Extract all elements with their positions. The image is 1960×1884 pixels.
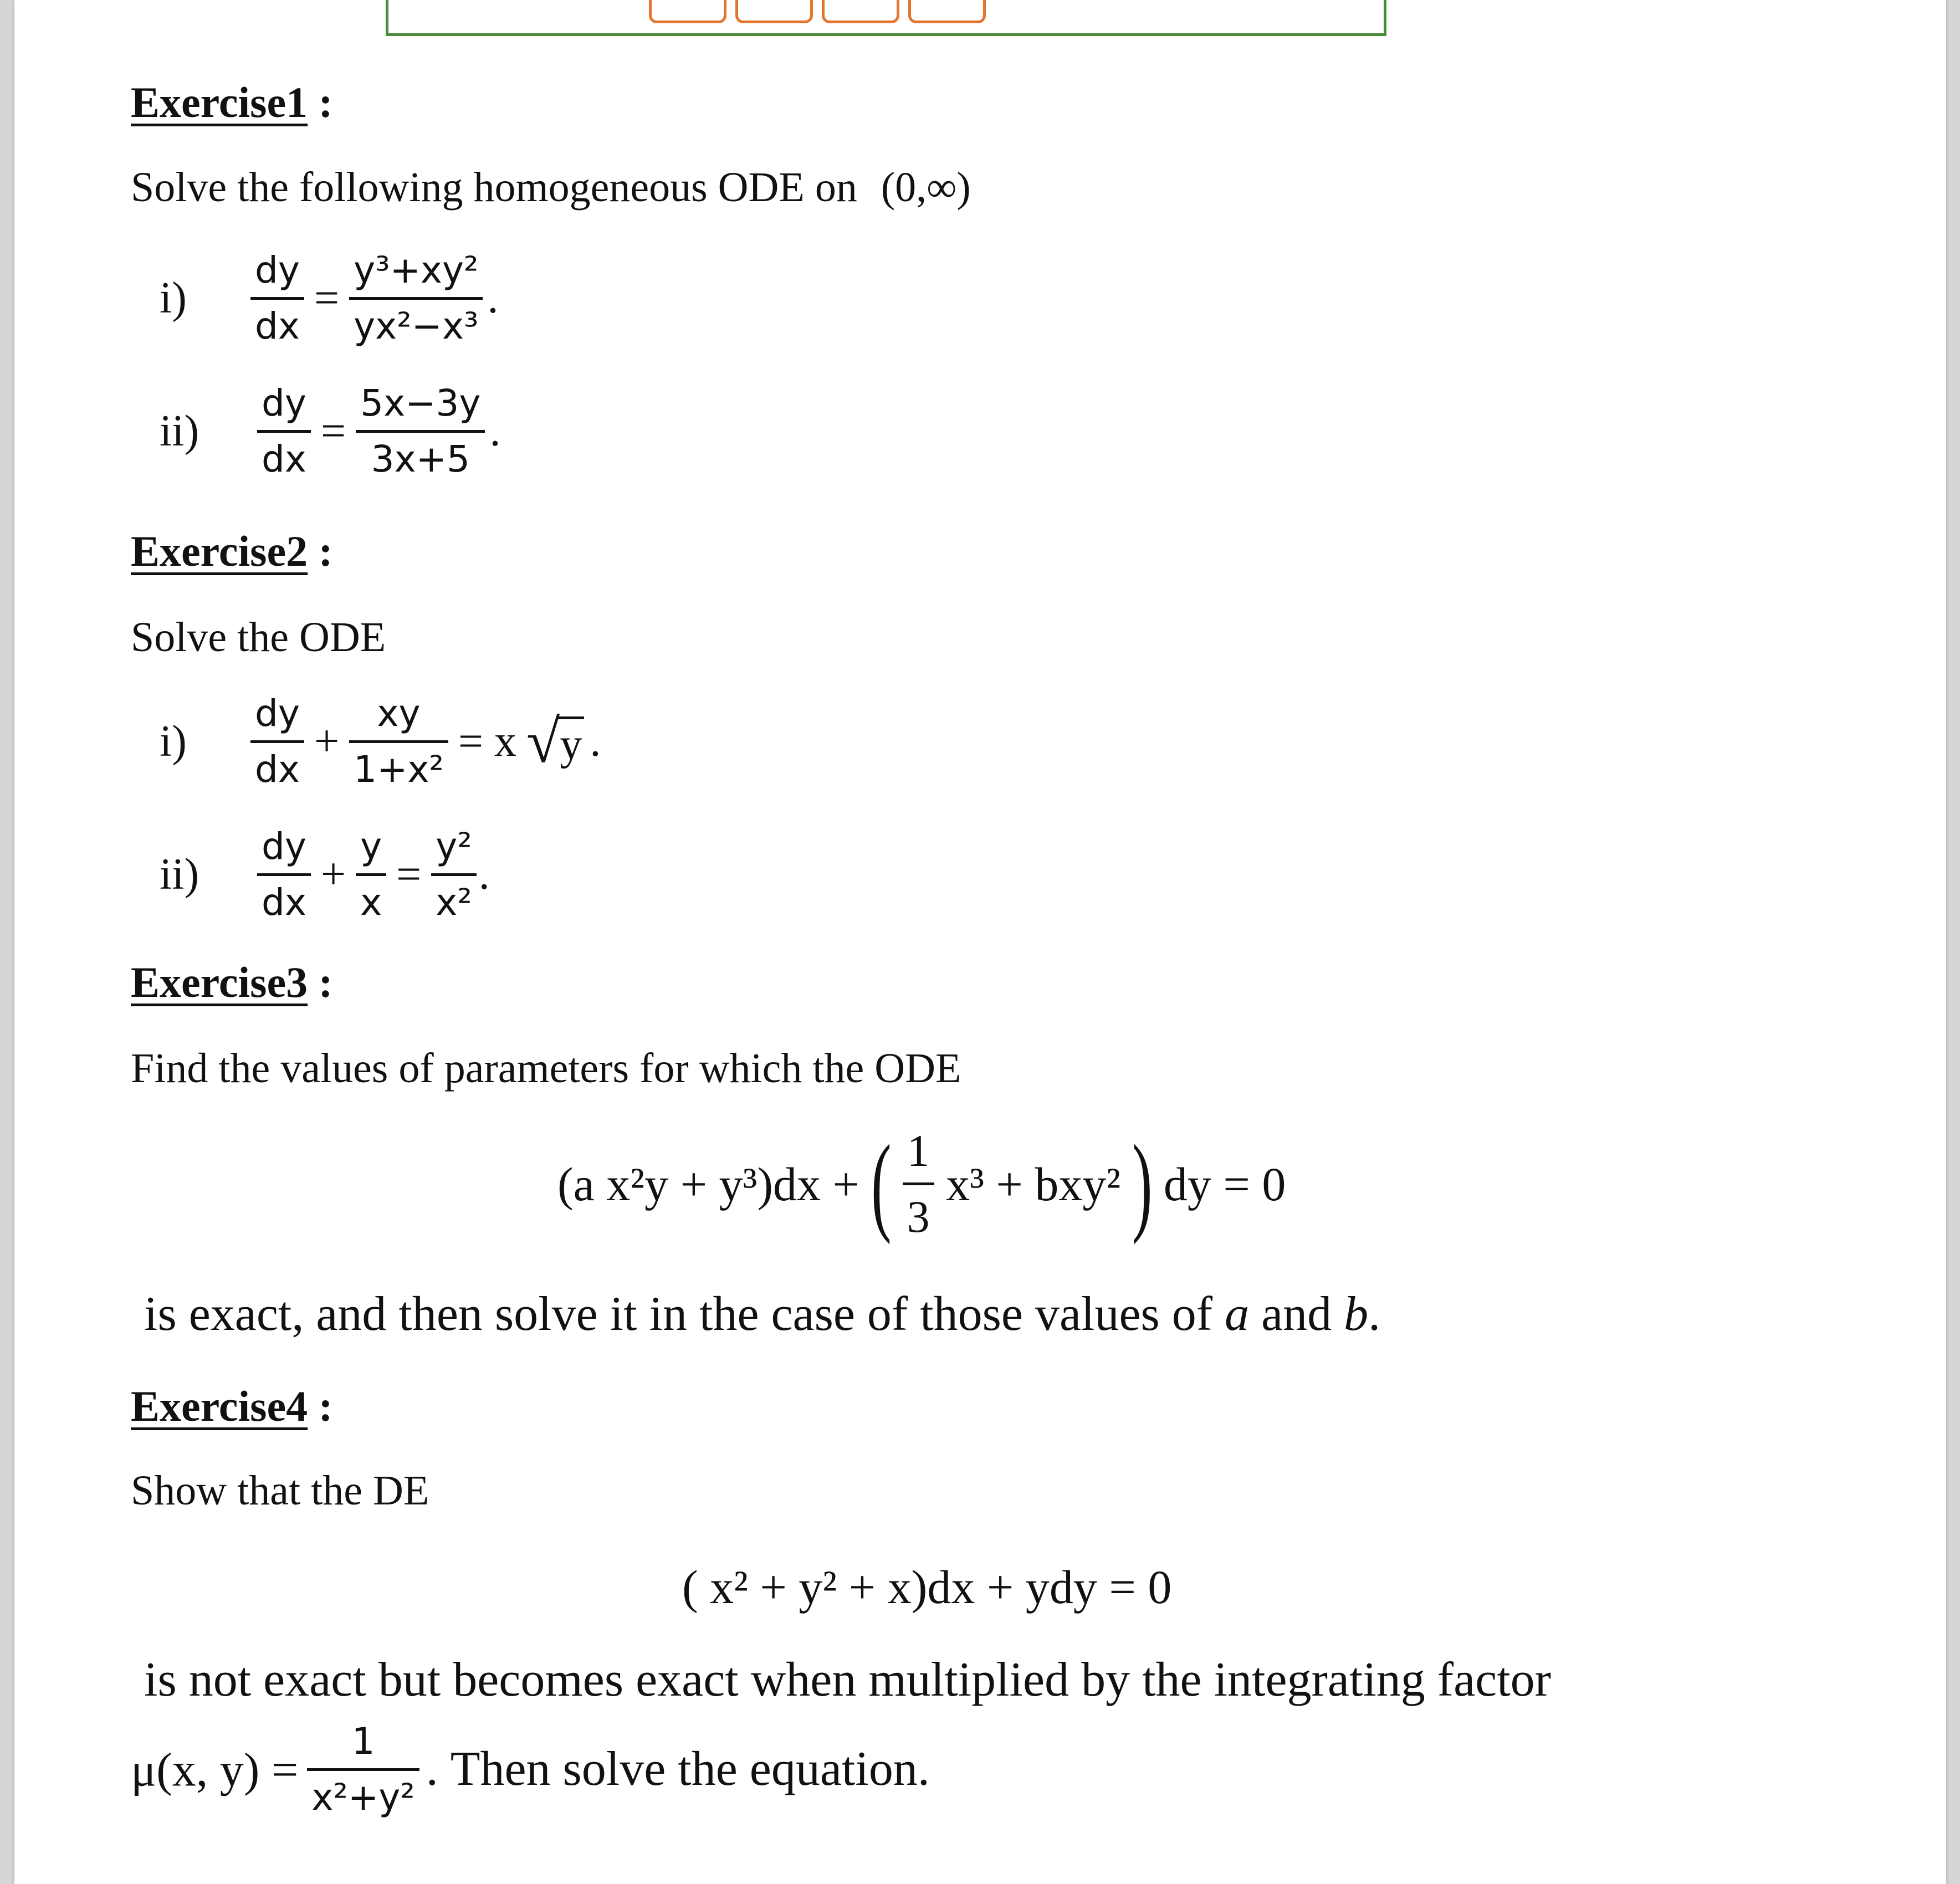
fraction-denominator: x²+y² <box>311 1775 415 1819</box>
exercise2-heading <box>131 526 333 576</box>
fraction-numerator: y <box>356 826 386 876</box>
header-tab-4 <box>908 0 986 23</box>
equation-part-3: dy = 0 <box>1163 1157 1286 1211</box>
fraction-dy-dx <box>250 249 304 347</box>
radical-sign-icon: √ <box>526 708 560 776</box>
equals-sign: = <box>320 406 346 455</box>
exercise2-item-2 <box>160 826 498 924</box>
conclusion-text: is exact, and then solve it in the case of those values of <box>144 1287 1213 1341</box>
fraction-numerator: y³+xy² <box>349 249 483 300</box>
exercise1-title: Exercise1 <box>131 78 308 126</box>
fraction-denominator: dx <box>255 748 300 791</box>
radicand: y <box>557 716 584 767</box>
exercise1-colon: : <box>318 78 333 126</box>
period: . <box>478 849 490 899</box>
item-label: i) <box>160 716 187 766</box>
document-page <box>14 0 1946 1884</box>
item-label: ii) <box>160 849 199 899</box>
fraction-rhs <box>349 249 483 347</box>
fraction-y-x <box>356 826 386 924</box>
variable-a: a <box>1225 1287 1250 1341</box>
exercise4-tail: . Then solve the equation. <box>426 1742 930 1796</box>
period: . <box>489 406 501 455</box>
square-root <box>526 708 584 776</box>
exercise1-instruction-text: Solve the following homogeneous ODE on <box>131 164 857 211</box>
conclusion-and: and <box>1261 1287 1332 1341</box>
fraction-numerator: y² <box>431 826 477 876</box>
mu-lhs: μ(x, y) = <box>131 1743 299 1796</box>
fraction-denominator: 3x+5 <box>371 437 470 480</box>
item-label: ii) <box>160 406 199 455</box>
exercise4-statement: is not exact but becomes exact when multiplied by the integrating factor <box>144 1653 1551 1707</box>
fraction-numerator: dy <box>257 382 311 433</box>
integrating-factor-line <box>131 1721 930 1819</box>
fraction-numerator: dy <box>257 826 311 876</box>
period: . <box>590 716 601 766</box>
variable-b: b <box>1344 1287 1369 1341</box>
fraction-xy <box>349 693 448 791</box>
right-paren: ) <box>1132 1122 1153 1245</box>
fraction-denominator: yx²−x³ <box>354 304 479 347</box>
fraction-integrating-factor <box>307 1721 419 1819</box>
header-frame <box>386 0 1386 36</box>
left-paren: ( <box>871 1122 892 1245</box>
period: . <box>487 273 499 322</box>
header-tab-1 <box>649 0 726 23</box>
fraction-denominator: 3 <box>907 1191 930 1242</box>
header-tab-3 <box>822 0 899 23</box>
exercise3-colon: : <box>318 958 333 1006</box>
fraction-numerator: xy <box>349 693 448 743</box>
fraction-numerator: dy <box>250 693 304 743</box>
equals-sign: = <box>396 849 422 899</box>
fraction-denominator: x <box>360 880 382 924</box>
fraction-denominator: x² <box>436 880 472 924</box>
fraction-numerator: 5x−3y <box>356 382 485 433</box>
exercise2-item-1 <box>160 693 608 791</box>
fraction-denominator: dx <box>262 880 306 924</box>
exercise4-equation: ( x² + y² + x)dx + ydy = 0 <box>682 1560 1172 1614</box>
fraction-denominator: 1+x² <box>354 748 444 791</box>
exercise2-instruction: Solve the ODE <box>131 614 386 661</box>
conclusion-period: . <box>1368 1287 1381 1341</box>
exercise4-title: Exercise4 <box>131 1382 308 1430</box>
fraction-numerator: 1 <box>307 1721 419 1771</box>
exercise3-heading <box>131 958 333 1007</box>
item-label: i) <box>160 273 187 322</box>
equals-x: = x <box>458 716 517 766</box>
fraction-dy-dx <box>250 693 304 791</box>
fraction-y2-x2 <box>431 826 477 924</box>
exercise3-conclusion <box>144 1287 1381 1341</box>
exercise1-heading <box>131 78 333 127</box>
plus-sign: + <box>320 849 346 899</box>
equals-sign: = <box>314 273 340 322</box>
exercise1-item-1 <box>160 249 506 347</box>
equation-part-2: x³ + bxy² <box>946 1157 1121 1211</box>
exercise2-title: Exercise2 <box>131 527 308 575</box>
fraction-dy-dx <box>257 382 311 480</box>
exercise3-equation <box>557 1122 1286 1245</box>
exercise1-interval: (0,∞) <box>881 164 971 211</box>
exercise3-title: Exercise3 <box>131 958 308 1006</box>
exercise4-colon: : <box>318 1382 333 1430</box>
exercise2-colon: : <box>318 527 333 575</box>
equation-part-1: (a x²y + y³)dx + <box>557 1157 860 1211</box>
fraction-dy-dx <box>257 826 311 924</box>
fraction-denominator: dx <box>262 437 306 480</box>
fraction-numerator: dy <box>250 249 304 300</box>
fraction-denominator: dx <box>255 304 300 347</box>
fraction-one-third <box>903 1125 934 1243</box>
header-tab-2 <box>735 0 813 23</box>
exercise1-item-2 <box>160 382 508 480</box>
exercise4-heading <box>131 1381 333 1431</box>
exercise1-instruction <box>131 164 971 211</box>
exercise3-instruction: Find the values of parameters for which the ODE <box>131 1045 961 1092</box>
fraction-numerator: 1 <box>903 1125 934 1185</box>
exercise4-instruction: Show that the DE <box>131 1467 429 1514</box>
plus-sign: + <box>314 716 340 766</box>
fraction-rhs <box>356 382 485 480</box>
